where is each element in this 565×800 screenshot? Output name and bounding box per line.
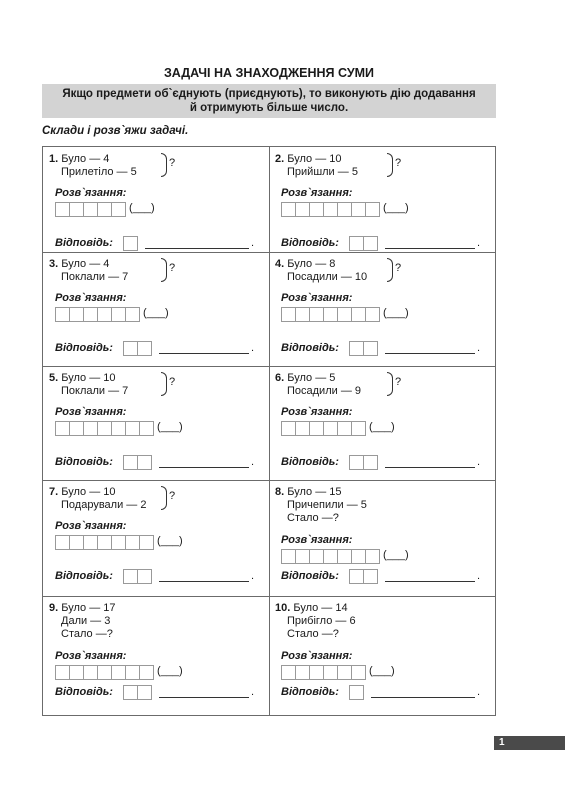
task-line [287,385,361,398]
answer-box[interactable] [137,569,152,584]
task-line [61,615,110,628]
row-divider [43,480,495,481]
answer-box[interactable] [123,236,138,251]
answer-box[interactable] [363,341,378,356]
answer-line[interactable] [385,248,475,249]
unit-placeholder: (___) [369,421,395,433]
answer-period: . [251,686,255,698]
grid-box[interactable] [139,535,154,550]
grid-box[interactable] [337,421,352,436]
grid-box[interactable] [351,421,366,436]
brace-icon [387,372,393,396]
answer-line[interactable] [385,467,475,468]
answer-label: Відповідь: [281,686,339,698]
brace-icon [387,258,393,282]
task-number: 7. [49,486,59,498]
answer-label: Відповідь: [55,237,113,249]
grid-box[interactable] [69,535,84,550]
row-divider [43,596,495,597]
brace-icon [161,486,167,510]
grid-box[interactable] [309,665,324,680]
answer-box[interactable] [137,685,152,700]
grid-box[interactable] [97,307,112,322]
grid-box[interactable] [365,549,380,564]
answer-line[interactable] [145,248,249,249]
task-text: Було — 4 [61,153,110,165]
task-line [287,628,339,641]
answer-line[interactable] [371,697,475,698]
answer-boxes[interactable] [349,236,377,251]
question-mark: ? [395,376,402,388]
task-text: Поклали — 7 [61,385,129,397]
solution-label: Розв`язання: [281,406,353,418]
answer-box[interactable] [363,569,378,584]
grid-box[interactable] [337,202,352,217]
task-number: 3. [49,258,59,270]
grid-box[interactable] [125,307,140,322]
answer-period: . [251,570,255,582]
grid-box[interactable] [337,549,352,564]
solution-label: Розв`язання: [281,650,353,662]
question-mark: ? [395,262,402,274]
task-text: Було — 8 [287,258,336,270]
instruction: Склади і розв`яжи задачі. [42,125,189,137]
task-text: Прибігло — 6 [287,615,356,627]
task-text: Було — 4 [61,258,110,270]
answer-period: . [251,237,255,249]
task-line [275,258,335,271]
answer-period: . [477,237,481,249]
answer-boxes[interactable] [123,455,151,470]
solution-label: Розв`язання: [55,292,127,304]
task-line [275,153,342,166]
answer-box[interactable] [363,236,378,251]
grid-box[interactable] [351,202,366,217]
task-text: Було — 15 [287,486,342,498]
answer-box[interactable] [123,569,138,584]
task-cell [49,486,263,586]
grid-box[interactable] [97,202,112,217]
grid-box[interactable] [309,421,324,436]
solution-label: Розв`язання: [55,520,127,532]
grid-box[interactable] [281,202,296,217]
grid-box[interactable] [309,202,324,217]
task-cell [275,372,489,472]
task-line [61,499,146,512]
answer-label: Відповідь: [55,686,113,698]
task-cell [49,602,263,702]
answer-box[interactable] [349,455,364,470]
task-line [49,153,109,166]
unit-placeholder: (___) [157,665,183,677]
answer-box[interactable] [349,569,364,584]
task-line [49,486,116,499]
grid-box[interactable] [281,307,296,322]
grid-box[interactable] [69,665,84,680]
answer-label: Відповідь: [281,570,339,582]
grid-box[interactable] [309,549,324,564]
grid-box[interactable] [55,535,70,550]
grid-box[interactable] [351,665,366,680]
rule-line-1: Якщо предмети об`єднують (приєднують), то виконують дію додавання [62,88,476,100]
solution-label: Розв`язання: [281,187,353,199]
task-line [49,602,116,615]
brace-icon [161,153,167,177]
task-line [61,271,128,284]
unit-placeholder: (___) [369,665,395,677]
answer-period: . [477,342,481,354]
grid-box[interactable] [69,421,84,436]
answer-label: Відповідь: [55,342,113,354]
grid-box[interactable] [55,665,70,680]
task-line [287,166,358,179]
answer-grid[interactable] [281,202,379,217]
question-mark: ? [169,262,176,274]
answer-box[interactable] [123,341,138,356]
task-line [287,499,367,512]
answer-box[interactable] [363,455,378,470]
answer-grid[interactable] [281,307,379,322]
unit-placeholder: (___) [129,202,155,214]
grid-box[interactable] [337,665,352,680]
answer-box[interactable] [123,685,138,700]
task-line [275,486,342,499]
task-text: Прилетіло — 5 [61,166,137,178]
grid-box[interactable] [83,421,98,436]
task-cell [275,153,489,253]
task-number: 1. [49,153,59,165]
task-line [61,628,113,641]
answer-label: Відповідь: [281,456,339,468]
question-mark: ? [395,157,402,169]
answer-period: . [477,456,481,468]
answer-box[interactable] [137,341,152,356]
grid-box[interactable] [295,665,310,680]
grid-box[interactable] [111,535,126,550]
task-text: Було — 14 [293,602,348,614]
answer-boxes[interactable] [123,569,151,584]
answer-grid[interactable] [55,307,139,322]
answer-grid[interactable] [55,665,153,680]
brace-icon [161,258,167,282]
rule-box [42,84,496,118]
grid-box[interactable] [83,307,98,322]
task-text: Стало —? [287,628,339,640]
grid-box[interactable] [97,535,112,550]
grid-box[interactable] [55,202,70,217]
grid-box[interactable] [83,665,98,680]
answer-line[interactable] [159,353,249,354]
answer-grid[interactable] [55,421,153,436]
grid-box[interactable] [125,535,140,550]
grid-box[interactable] [309,307,324,322]
answer-line[interactable] [385,581,475,582]
answer-boxes[interactable] [349,569,377,584]
brace-icon [387,153,393,177]
task-cell [49,258,263,358]
grid-box[interactable] [323,307,338,322]
answer-label: Відповідь: [55,456,113,468]
grid-box[interactable] [351,549,366,564]
grid-box[interactable] [295,202,310,217]
answer-boxes[interactable] [123,236,137,251]
task-text: Було — 10 [61,486,116,498]
grid-box[interactable] [365,202,380,217]
answer-period: . [251,456,255,468]
answer-grid[interactable] [281,549,379,564]
grid-box[interactable] [139,421,154,436]
solution-label: Розв`язання: [281,534,353,546]
task-line [275,602,348,615]
rule-line-2: й отримують більше число. [189,102,349,114]
unit-placeholder: (___) [157,535,183,547]
task-number: 9. [49,602,59,614]
answer-period: . [251,342,255,354]
solution-label: Розв`язання: [281,292,353,304]
grid-box[interactable] [281,665,296,680]
unit-placeholder: (___) [383,307,409,319]
task-cell [275,602,489,702]
task-number: 5. [49,372,59,384]
task-text: Дали — 3 [61,615,111,627]
grid-box[interactable] [323,549,338,564]
task-cell [275,486,489,586]
unit-placeholder: (___) [157,421,183,433]
grid-box[interactable] [83,202,98,217]
task-text: Було — 10 [61,372,116,384]
answer-label: Відповідь: [55,570,113,582]
task-text: Подарували — 2 [61,499,147,511]
row-divider [43,366,495,367]
grid-box[interactable] [295,421,310,436]
grid-box[interactable] [365,307,380,322]
grid-box[interactable] [55,421,70,436]
grid-box[interactable] [281,421,296,436]
grid-box[interactable] [97,421,112,436]
task-cell [275,258,489,358]
unit-placeholder: (___) [383,202,409,214]
task-line [287,512,339,525]
unit-placeholder: (___) [143,307,169,319]
answer-label: Відповідь: [281,342,339,354]
task-line [275,372,335,385]
answer-line[interactable] [159,697,249,698]
task-text: Посадили — 10 [287,271,368,283]
grid-box[interactable] [281,549,296,564]
grid-box[interactable] [97,665,112,680]
task-line [49,372,116,385]
answer-line[interactable] [385,353,475,354]
answer-grid[interactable] [55,202,125,217]
grid-box[interactable] [69,307,84,322]
answer-box[interactable] [349,685,364,700]
task-line [49,258,109,271]
answer-label: Відповідь: [281,237,339,249]
answer-boxes[interactable] [349,341,377,356]
task-line [61,385,128,398]
task-line [287,271,367,284]
answer-box[interactable] [349,341,364,356]
grid-box[interactable] [125,665,140,680]
grid-box[interactable] [111,202,126,217]
task-number: 4. [275,258,285,270]
question-mark: ? [169,490,176,502]
question-mark: ? [169,157,176,169]
answer-boxes[interactable] [349,455,377,470]
answer-line[interactable] [159,467,249,468]
task-text: Було — 10 [287,153,342,165]
grid-box[interactable] [55,307,70,322]
answer-period: . [477,570,481,582]
grid-box[interactable] [111,665,126,680]
solution-label: Розв`язання: [55,406,127,418]
answer-grid[interactable] [281,665,365,680]
page-title: ЗАДАЧІ НА ЗНАХОДЖЕННЯ СУМИ [163,66,375,80]
grid-box[interactable] [111,421,126,436]
task-text: Стало —? [287,512,339,524]
grid-box[interactable] [111,307,126,322]
answer-box[interactable] [349,236,364,251]
task-text: Стало —? [61,628,113,640]
grid-box[interactable] [323,665,338,680]
task-number: 10. [275,602,291,614]
grid-box[interactable] [295,549,310,564]
grid-box[interactable] [323,421,338,436]
tasks-grid [42,146,496,716]
task-text: Поклали — 7 [61,271,129,283]
task-text: Посадили — 9 [287,385,361,397]
grid-box[interactable] [323,202,338,217]
grid-box[interactable] [125,421,140,436]
task-number: 2. [275,153,285,165]
grid-box[interactable] [83,535,98,550]
task-line [61,166,137,179]
task-text: Причепили — 5 [287,499,367,511]
task-number: 8. [275,486,285,498]
answer-boxes[interactable] [123,341,151,356]
task-number: 6. [275,372,285,384]
task-cell [49,153,263,253]
grid-box[interactable] [69,202,84,217]
answer-period: . [477,686,481,698]
brace-icon [161,372,167,396]
task-text: Було — 17 [61,602,116,614]
answer-line[interactable] [159,581,249,582]
grid-box[interactable] [139,665,154,680]
grid-box[interactable] [295,307,310,322]
question-mark: ? [169,376,176,388]
unit-placeholder: (___) [383,549,409,561]
answer-grid[interactable] [281,421,365,436]
grid-box[interactable] [337,307,352,322]
solution-label: Розв`язання: [55,650,127,662]
task-text: Прийшли — 5 [287,166,358,178]
task-text: Було — 5 [287,372,336,384]
answer-box[interactable] [137,455,152,470]
answer-box[interactable] [123,455,138,470]
grid-box[interactable] [351,307,366,322]
page-number: 1 [494,736,565,750]
task-cell [49,372,263,472]
task-line [287,615,356,628]
answer-boxes[interactable] [349,685,363,700]
answer-boxes[interactable] [123,685,151,700]
column-divider [269,147,270,715]
solution-label: Розв`язання: [55,187,127,199]
answer-grid[interactable] [55,535,153,550]
